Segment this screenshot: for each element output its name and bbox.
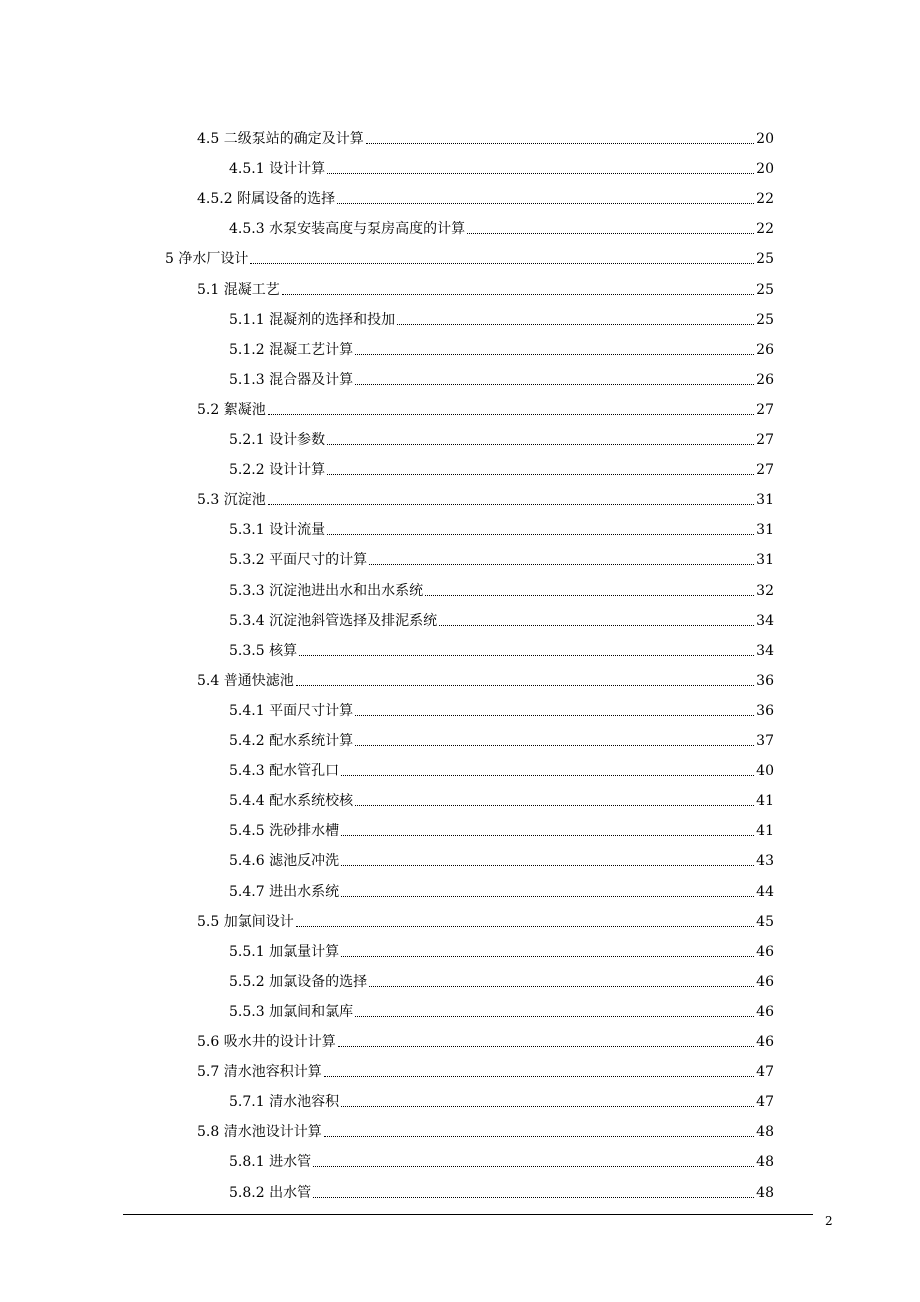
dot-leader	[369, 986, 754, 987]
dot-leader	[341, 956, 754, 957]
toc-entry-page-number: 32	[756, 582, 774, 599]
toc-entry-page-number: 34	[756, 612, 774, 629]
toc-entry[interactable]	[229, 1182, 774, 1202]
toc-entry-page-number: 22	[756, 221, 774, 238]
toc-entry-page-number: 31	[756, 492, 774, 509]
toc-entry[interactable]	[229, 700, 774, 720]
dot-leader	[397, 324, 754, 325]
toc-entry-title: 5.2 絮凝池	[197, 401, 266, 418]
toc-entry[interactable]	[229, 309, 774, 329]
toc-entry[interactable]	[229, 881, 774, 901]
toc-entry[interactable]	[229, 790, 774, 810]
toc-entry-page-number: 27	[756, 432, 774, 448]
footer-divider	[123, 1214, 813, 1215]
toc-entry-page-number: 27	[756, 401, 774, 418]
toc-entry-title: 5 净水厂设计	[165, 251, 249, 268]
toc-entry-page-number: 25	[756, 311, 774, 328]
toc-entry[interactable]	[229, 971, 774, 991]
toc-entry[interactable]	[197, 399, 774, 419]
toc-entry-page-number: 41	[756, 823, 774, 840]
toc-entry-page-number: 47	[756, 1094, 774, 1111]
toc-entry-page-number: 46	[756, 1003, 774, 1020]
toc-entry-title: 5.1.1 混凝剂的选择和投加	[229, 311, 396, 328]
dot-leader	[355, 354, 754, 355]
dot-leader	[250, 263, 754, 264]
toc-entry-page-number: 25	[756, 281, 774, 298]
toc-entry-page-number: 41	[756, 793, 774, 810]
toc-entry-title: 5.3.5 核算	[229, 642, 298, 659]
toc-entry-page-number: 26	[756, 341, 774, 358]
toc-entry-page-number: 31	[756, 522, 774, 539]
toc-entry-title: 5.3 沉淀池	[197, 492, 266, 509]
toc-entry-page-number: 20	[756, 161, 774, 178]
toc-entry-title: 5.5.3 加氯间和氯库	[229, 1003, 354, 1020]
dot-leader	[327, 474, 754, 475]
toc-entry[interactable]	[229, 459, 774, 479]
toc-entry-title: 5.7.1 清水池容积	[229, 1094, 340, 1111]
toc-entry-title: 5.5 加氯间设计	[197, 913, 294, 930]
toc-entry-page-number: 31	[756, 552, 774, 569]
toc-entry-page-number: 36	[756, 702, 774, 719]
dot-leader	[313, 1166, 754, 1167]
page-number: 2	[825, 1214, 833, 1228]
toc-entry-title: 4.5 二级泵站的确定及计算	[197, 131, 364, 147]
toc-entry-title: 5.4.6 滤池反冲洗	[229, 853, 340, 870]
toc-entry[interactable]	[229, 369, 774, 389]
toc-entry-page-number: 27	[756, 462, 774, 479]
toc-entry-title: 5.8 清水池设计计算	[197, 1124, 322, 1141]
dot-leader	[369, 564, 754, 565]
toc-entry-title: 5.3.3 沉淀池进出水和出水系统	[229, 582, 424, 599]
toc-entry-page-number: 44	[756, 883, 774, 900]
toc-entry-title: 5.4 普通快滤池	[197, 672, 294, 689]
toc-entry[interactable]	[197, 1031, 774, 1051]
dot-leader	[327, 173, 754, 174]
dot-leader	[313, 1197, 754, 1198]
toc-entry-page-number: 40	[756, 763, 774, 780]
toc-entry-page-number: 20	[756, 131, 774, 147]
toc-entry-page-number: 22	[756, 191, 774, 208]
toc-entry-page-number: 34	[756, 642, 774, 659]
toc-entry-title: 5.3.4 沉淀池斜管选择及排泥系统	[229, 612, 438, 629]
toc-entry-page-number: 45	[756, 913, 774, 930]
dot-leader	[341, 865, 754, 866]
dot-leader	[327, 444, 754, 445]
toc-entry[interactable]	[197, 670, 774, 690]
toc-entry[interactable]	[165, 248, 774, 268]
dot-leader	[268, 414, 754, 415]
toc-entry[interactable]	[229, 760, 774, 780]
dot-leader	[439, 625, 754, 626]
dot-leader	[341, 835, 754, 836]
toc-entry-page-number: 25	[756, 251, 774, 268]
toc-entry[interactable]	[197, 489, 774, 509]
toc-entry-title: 5.4.1 平面尺寸计算	[229, 702, 354, 719]
toc-entry-title: 5.1.3 混合器及计算	[229, 371, 354, 388]
dot-leader	[467, 233, 754, 234]
toc-entry-title: 5.1.2 混凝工艺计算	[229, 341, 354, 358]
toc-entry-title: 5.1 混凝工艺	[197, 281, 280, 298]
dot-leader	[341, 775, 754, 776]
dot-leader	[324, 1076, 754, 1077]
toc-entry-page-number: 46	[756, 973, 774, 990]
toc-entry-title: 5.5.1 加氯量计算	[229, 943, 340, 960]
toc-entry-title: 4.5.2 附属设备的选择	[197, 191, 336, 208]
toc-entry[interactable]	[229, 218, 774, 238]
toc-entry[interactable]	[229, 339, 774, 359]
toc-entry-page-number: 48	[756, 1154, 774, 1171]
toc-entry-page-number: 48	[756, 1184, 774, 1201]
toc-entry[interactable]	[229, 850, 774, 870]
toc-entry-title: 5.4.7 进出水系统	[229, 883, 340, 900]
toc-entry-page-number: 36	[756, 672, 774, 689]
toc-entry[interactable]	[229, 610, 774, 630]
toc-entry-title: 5.4.3 配水管孔口	[229, 763, 340, 780]
toc-entry[interactable]	[229, 580, 774, 600]
dot-leader	[425, 595, 754, 596]
toc-entry[interactable]	[229, 820, 774, 840]
toc-entry-title: 5.4.4 配水系统校核	[229, 793, 354, 810]
toc-entry[interactable]	[197, 128, 774, 148]
dot-leader	[355, 805, 754, 806]
toc-entry-title: 5.3.1 设计流量	[229, 522, 326, 539]
toc-entry-title: 5.5.2 加氯设备的选择	[229, 973, 368, 990]
toc-entry-title: 4.5.3 水泵安装高度与泵房高度的计算	[229, 221, 466, 238]
dot-leader	[296, 685, 754, 686]
dot-leader	[355, 715, 754, 716]
dot-leader	[366, 143, 754, 144]
toc-entry-title: 5.3.2 平面尺寸的计算	[229, 552, 368, 569]
toc-entry[interactable]	[229, 941, 774, 961]
dot-leader	[299, 655, 754, 656]
dot-leader	[355, 745, 754, 746]
dot-leader	[282, 294, 754, 295]
dot-leader	[341, 896, 754, 897]
toc-entry[interactable]	[229, 158, 774, 178]
toc-entry-title: 5.2.2 设计计算	[229, 462, 326, 479]
toc-entry-page-number: 47	[756, 1064, 774, 1081]
toc-entry-title: 5.6 吸水井的设计计算	[197, 1034, 336, 1050]
toc-entry-page-number: 26	[756, 371, 774, 388]
toc-entry[interactable]	[229, 519, 774, 539]
dot-leader	[268, 504, 754, 505]
toc-entry-page-number: 46	[756, 1034, 774, 1050]
toc-entry[interactable]	[197, 279, 774, 299]
dot-leader	[324, 1136, 754, 1137]
toc-entry[interactable]	[197, 911, 774, 931]
dot-leader	[355, 1016, 754, 1017]
toc-entry-page-number: 43	[756, 853, 774, 870]
dot-leader	[355, 384, 754, 385]
toc-entry[interactable]	[229, 1151, 774, 1171]
toc-entry-page-number: 37	[756, 733, 774, 749]
toc-entry-title: 4.5.1 设计计算	[229, 161, 326, 178]
toc-entry[interactable]	[229, 1001, 774, 1021]
dot-leader	[327, 534, 754, 535]
toc-entry-page-number: 48	[756, 1124, 774, 1141]
toc-entry[interactable]	[229, 1091, 774, 1111]
toc-entry[interactable]	[229, 429, 774, 449]
dot-leader	[337, 203, 754, 204]
toc-entry[interactable]	[229, 730, 774, 750]
toc-entry-title: 5.2.1 设计参数	[229, 432, 326, 448]
dot-leader	[338, 1046, 754, 1047]
toc-entry-title: 5.4.2 配水系统计算	[229, 733, 354, 749]
toc-entry[interactable]	[229, 549, 774, 569]
dot-leader	[296, 926, 754, 927]
dot-leader	[341, 1106, 754, 1107]
toc-entry-title: 5.7 清水池容积计算	[197, 1064, 322, 1081]
toc-entry-page-number: 46	[756, 943, 774, 960]
toc-entry[interactable]	[229, 640, 774, 660]
toc-entry[interactable]	[197, 1061, 774, 1081]
toc-entry-title: 5.8.1 进水管	[229, 1154, 312, 1171]
toc-entry[interactable]	[197, 1121, 774, 1141]
toc-entry-title: 5.8.2 出水管	[229, 1184, 312, 1201]
toc-entry-title: 5.4.5 洗砂排水槽	[229, 823, 340, 840]
toc-entry[interactable]	[197, 188, 774, 208]
